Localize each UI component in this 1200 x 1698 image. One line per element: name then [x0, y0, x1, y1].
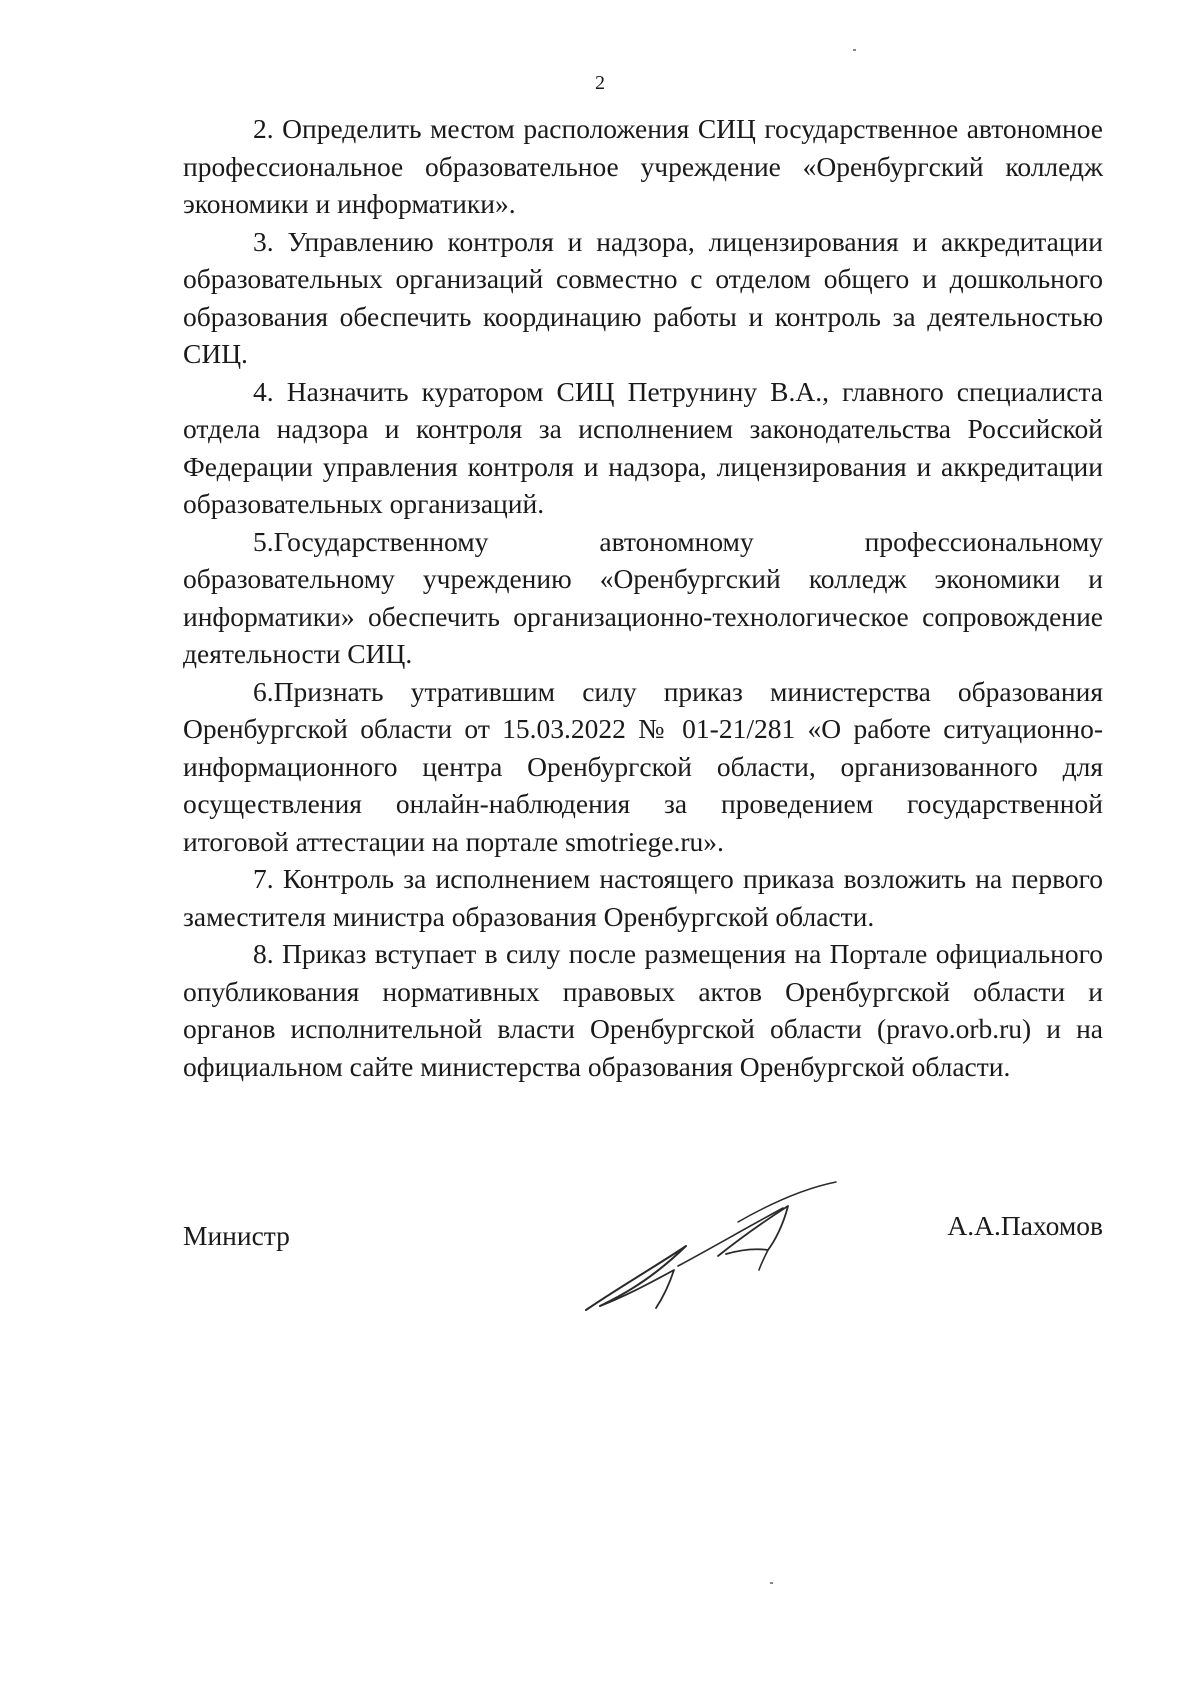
paragraph-2: 2. Определить местом расположения СИЦ государственное автономное профессиональное образовательное учреждение «Оренбургский колледж экономики и информатики». — [183, 113, 1103, 219]
scan-artifact — [770, 1582, 773, 1584]
page-number: 2 — [595, 72, 605, 94]
paragraph-4: 4. Назначить куратором СИЦ Петрунину В.А., главного специалиста отдела надзора и контроля за исполнением законодательства Российской Федерации управления контроля и надзора, лицензирования и аккредитации образовательных организаций. — [183, 375, 1103, 519]
handwritten-signature — [578, 1178, 858, 1318]
signature-block — [183, 1210, 1103, 1328]
paragraph-7: 7. Контроль за исполнением настоящего приказа возложить на первого заместителя министра образования Оренбургской области. — [183, 863, 1103, 932]
scan-artifact — [853, 49, 856, 51]
paragraph-3: 3. Управлению контроля и надзора, лицензирования и аккредитации образовательных организаций совместно с отделом общего и дошкольного образования обеспечить координацию работы и контроль за деятельностью СИЦ. — [183, 225, 1103, 369]
signatory-name: А.А.Пахомов — [947, 1210, 1103, 1241]
paragraph-8: 8. Приказ вступает в силу после размещения на Портале официального опубликования нормативных правовых актов Оренбургской области и органов исполнительной власти Оренбургской области (pravo.orb.ru) и на официальном сайте министерства образования Оренбургской области. — [183, 938, 1103, 1082]
paragraph-6: 6.Признать утратившим силу приказ министерства образования Оренбургской области от 15.03.2022 № 01-21/281 «О работе ситуационно-информационного центра Оренбургской области, организованного для осуществления онлайн-наблюдения за проведением государственной итоговой аттестации на портале smotriege.ru». — [183, 675, 1103, 857]
signatory-role: Министр — [183, 1220, 290, 1251]
paragraph-5: 5.Государственному автономному профессиональному образовательному учреждению «Оренбургский колледж экономики и информатики» обеспечить организационно-технологическое сопровождение деятельности СИЦ. — [183, 525, 1103, 669]
document-body — [183, 110, 1103, 1085]
